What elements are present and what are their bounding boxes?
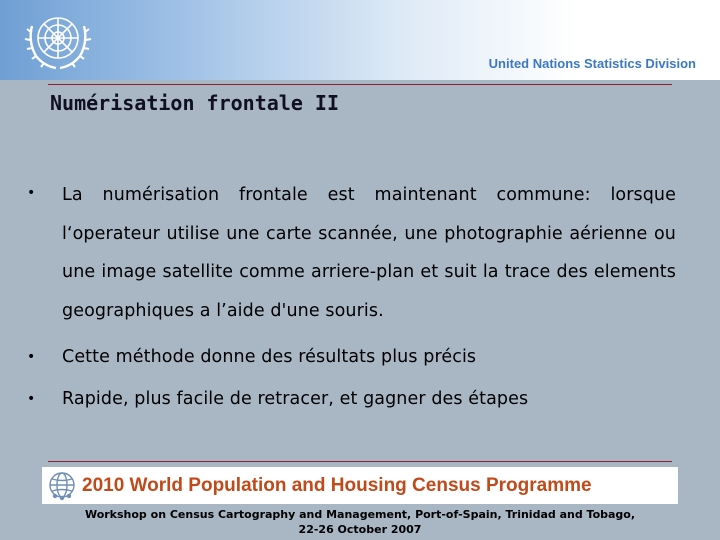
census-banner (42, 467, 678, 504)
un-emblem-icon (22, 8, 94, 72)
slide-title: Numérisation frontale II (50, 91, 339, 115)
bullet-list (24, 176, 680, 426)
footer-divider (48, 461, 672, 462)
bullet-text: La numérisation frontale est maintenant commune: lorsque l‘operateur utilise une carte scannée, une photographie aérienne ou une image satellite comme arriere-plan et suit la trace des elements geographiques a l’aide d'une souris. (62, 185, 676, 321)
footer-caption (0, 507, 720, 537)
bullet-item (24, 342, 680, 372)
bullet-marker: • (27, 349, 36, 365)
bullet-text: Rapide, plus facile de retracer, et gagner des étapes (62, 389, 529, 409)
banner-title: 2010 World Population and Housing Census Programme (82, 474, 592, 496)
division-name: United Nations Statistics Division (488, 56, 696, 71)
census-logo-icon (44, 469, 80, 503)
bullet-marker: • (27, 185, 36, 201)
footer-line-dates: 22-26 October 2007 (298, 523, 422, 536)
header-divider (48, 84, 672, 85)
footer-line-workshop: Workshop on Census Cartography and Management, Port-of-Spain, Trinidad and Tobago, (84, 508, 636, 521)
bullet-text: Cette méthode donne des résultats plus précis (62, 347, 477, 367)
bullet-marker: • (27, 391, 36, 407)
bullet-item (24, 176, 680, 330)
bullet-item (24, 384, 680, 414)
